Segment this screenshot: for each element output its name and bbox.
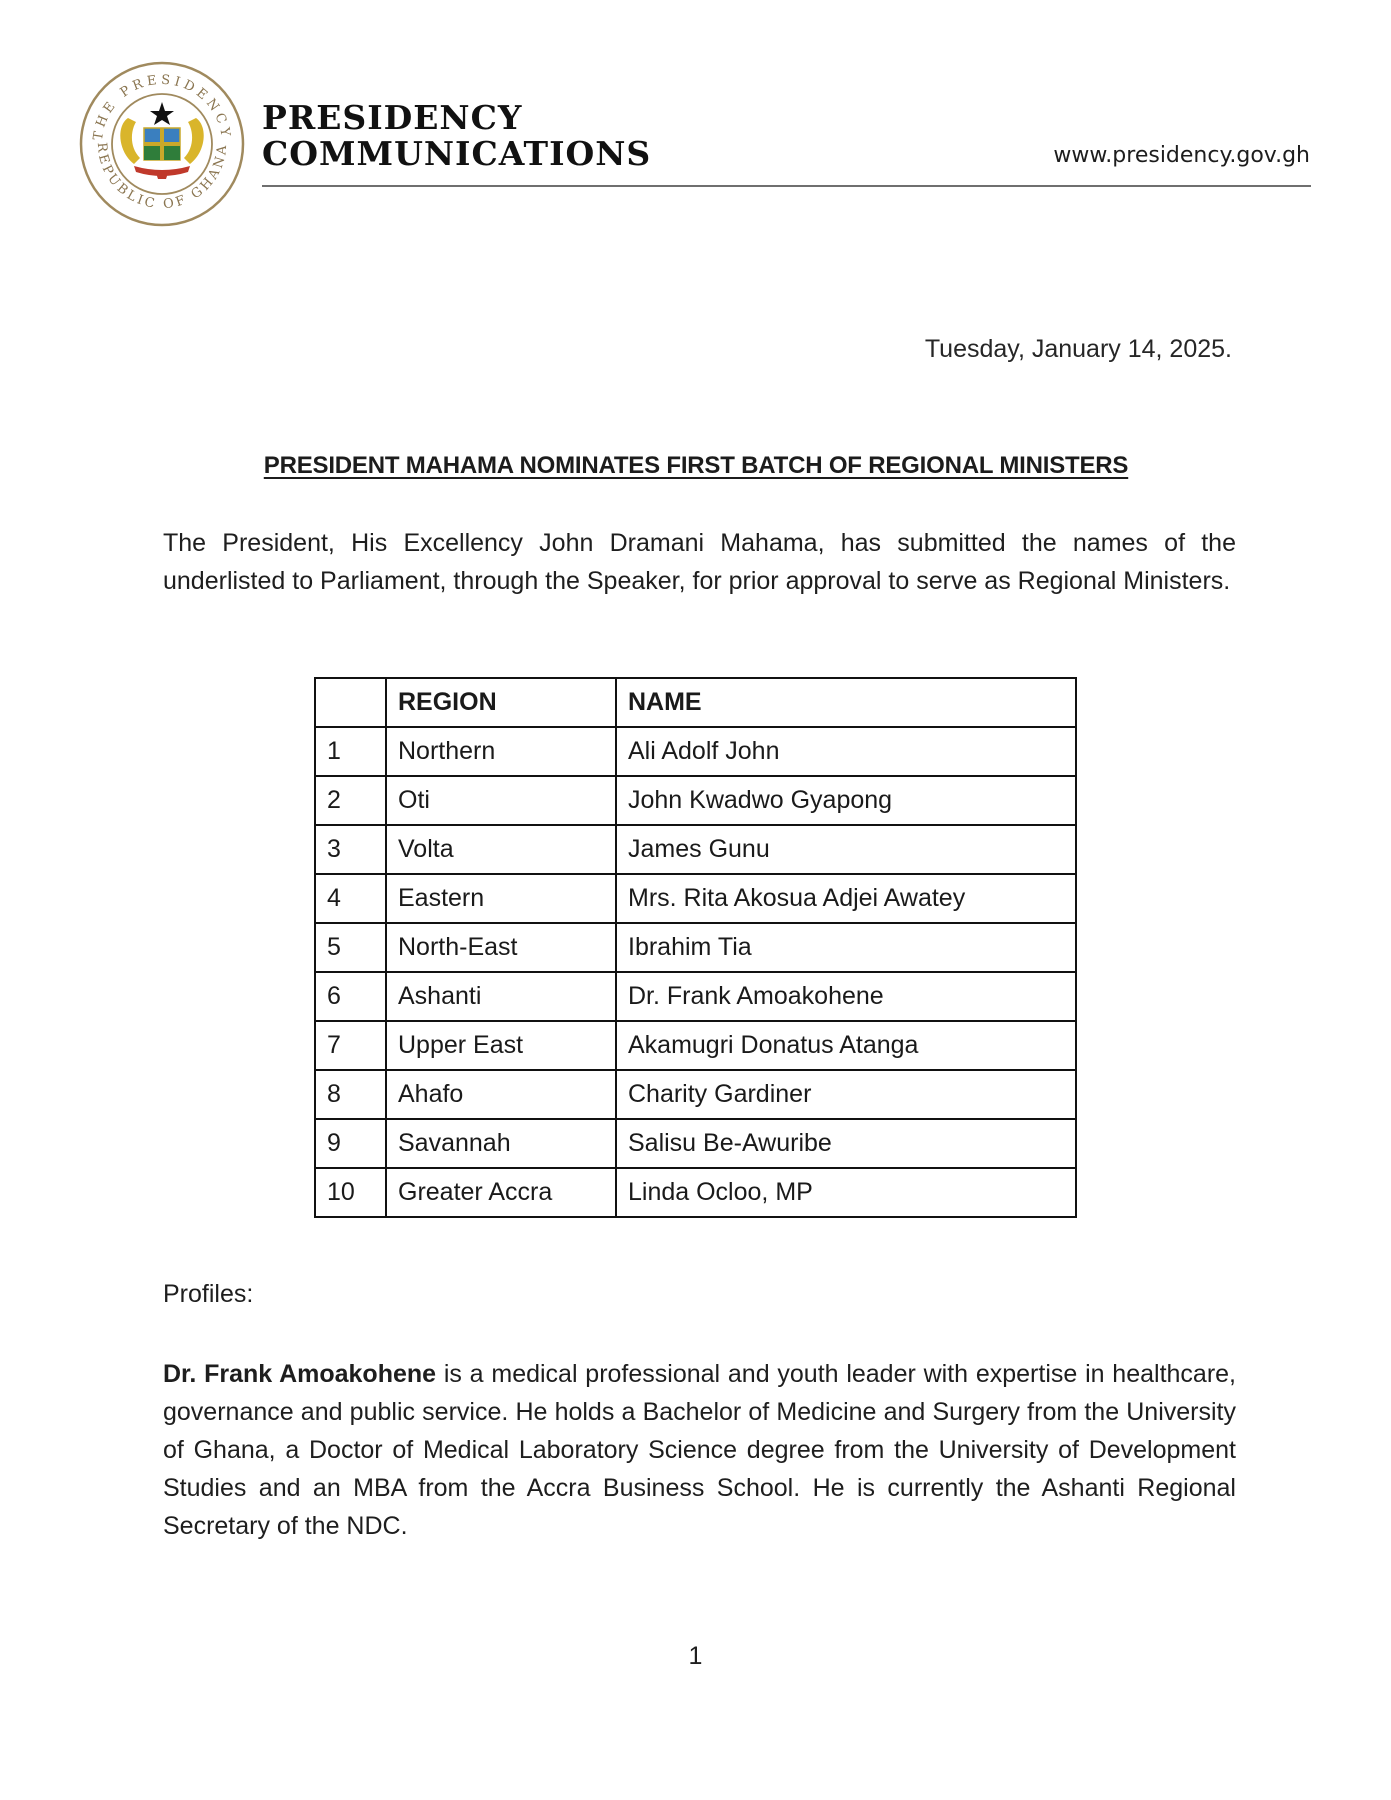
press-release-headline: PRESIDENT MAHAMA NOMINATES FIRST BATCH OF REGIONAL MINISTERS xyxy=(263,452,1129,479)
table-row xyxy=(315,1021,1076,1070)
table-row xyxy=(315,1070,1076,1119)
brand-line-presidency: PRESIDENCY xyxy=(262,98,523,137)
row-number: 2 xyxy=(315,776,386,825)
row-name: Salisu Be-Awuribe xyxy=(616,1119,1076,1168)
row-region: Upper East xyxy=(386,1021,616,1070)
row-region: Northern xyxy=(386,727,616,776)
row-name: Dr. Frank Amoakohene xyxy=(616,972,1076,1021)
brand-line-communications: COMMUNICATIONS xyxy=(262,134,652,173)
row-name: Mrs. Rita Akosua Adjei Awatey xyxy=(616,874,1076,923)
profile-name: Dr. Frank Amoakohene xyxy=(163,1360,437,1388)
row-region: Ashanti xyxy=(386,972,616,1021)
profiles-heading: Profiles: xyxy=(163,1280,254,1308)
row-region: Eastern xyxy=(386,874,616,923)
row-number: 6 xyxy=(315,972,386,1021)
row-number: 3 xyxy=(315,825,386,874)
table-row xyxy=(315,1119,1076,1168)
table-row xyxy=(315,776,1076,825)
page-number: 1 xyxy=(688,1642,703,1670)
profile-text: is a medical professional and youth leader with expertise in healthcare, governance and public service. He holds a Bachelor of Medicine and Surgery from the University of Ghana, a Doctor of Medical Laboratory Science degree from the University of Development Studies and an MBA from the Accra Business School. He is currently the Ashanti Regional Secretary of the NDC. xyxy=(163,1360,1237,1540)
row-name: Linda Ocloo, MP xyxy=(616,1168,1076,1217)
brand-title xyxy=(262,100,651,172)
row-number: 4 xyxy=(315,874,386,923)
row-region: Greater Accra xyxy=(386,1168,616,1217)
row-name: Ibrahim Tia xyxy=(616,923,1076,972)
regional-ministers-table xyxy=(314,677,1077,1218)
table-row xyxy=(315,727,1076,776)
row-number: 5 xyxy=(315,923,386,972)
table-row xyxy=(315,1168,1076,1217)
row-name: John Kwadwo Gyapong xyxy=(616,776,1076,825)
row-region: Savannah xyxy=(386,1119,616,1168)
table-row xyxy=(315,825,1076,874)
release-date: Tuesday, January 14, 2025. xyxy=(924,335,1232,363)
presidency-seal-icon xyxy=(78,60,246,228)
row-number: 10 xyxy=(315,1168,386,1217)
row-name: Ali Adolf John xyxy=(616,727,1076,776)
row-region: Oti xyxy=(386,776,616,825)
table-row xyxy=(315,874,1076,923)
profile-paragraph xyxy=(163,1355,1236,1545)
svg-text:REPUBLIC OF GHANA: REPUBLIC OF GHANA xyxy=(93,141,231,213)
table-row xyxy=(315,923,1076,972)
row-number: 1 xyxy=(315,727,386,776)
row-region: North-East xyxy=(386,923,616,972)
header-divider xyxy=(262,185,1311,187)
row-number: 7 xyxy=(315,1021,386,1070)
table-row xyxy=(315,972,1076,1021)
row-region: Ahafo xyxy=(386,1070,616,1119)
row-number: 9 xyxy=(315,1119,386,1168)
row-name: James Gunu xyxy=(616,825,1076,874)
intro-paragraph: The President, His Excellency John Dramani Mahama, has submitted the names of the underlisted to Parliament, through the Speaker, for prior approval to serve as Regional Ministers. xyxy=(163,529,1236,595)
row-region: Volta xyxy=(386,825,616,874)
website-link[interactable]: www.presidency.gov.gh xyxy=(1053,143,1310,168)
header-number xyxy=(315,678,386,727)
row-name: Akamugri Donatus Atanga xyxy=(616,1021,1076,1070)
header-region: REGION xyxy=(386,678,616,727)
row-name: Charity Gardiner xyxy=(616,1070,1076,1119)
header-name: NAME xyxy=(616,678,1076,727)
row-number: 8 xyxy=(315,1070,386,1119)
svg-text:THE PRESIDENCY: THE PRESIDENCY xyxy=(90,72,234,142)
table-header-row xyxy=(315,678,1076,727)
